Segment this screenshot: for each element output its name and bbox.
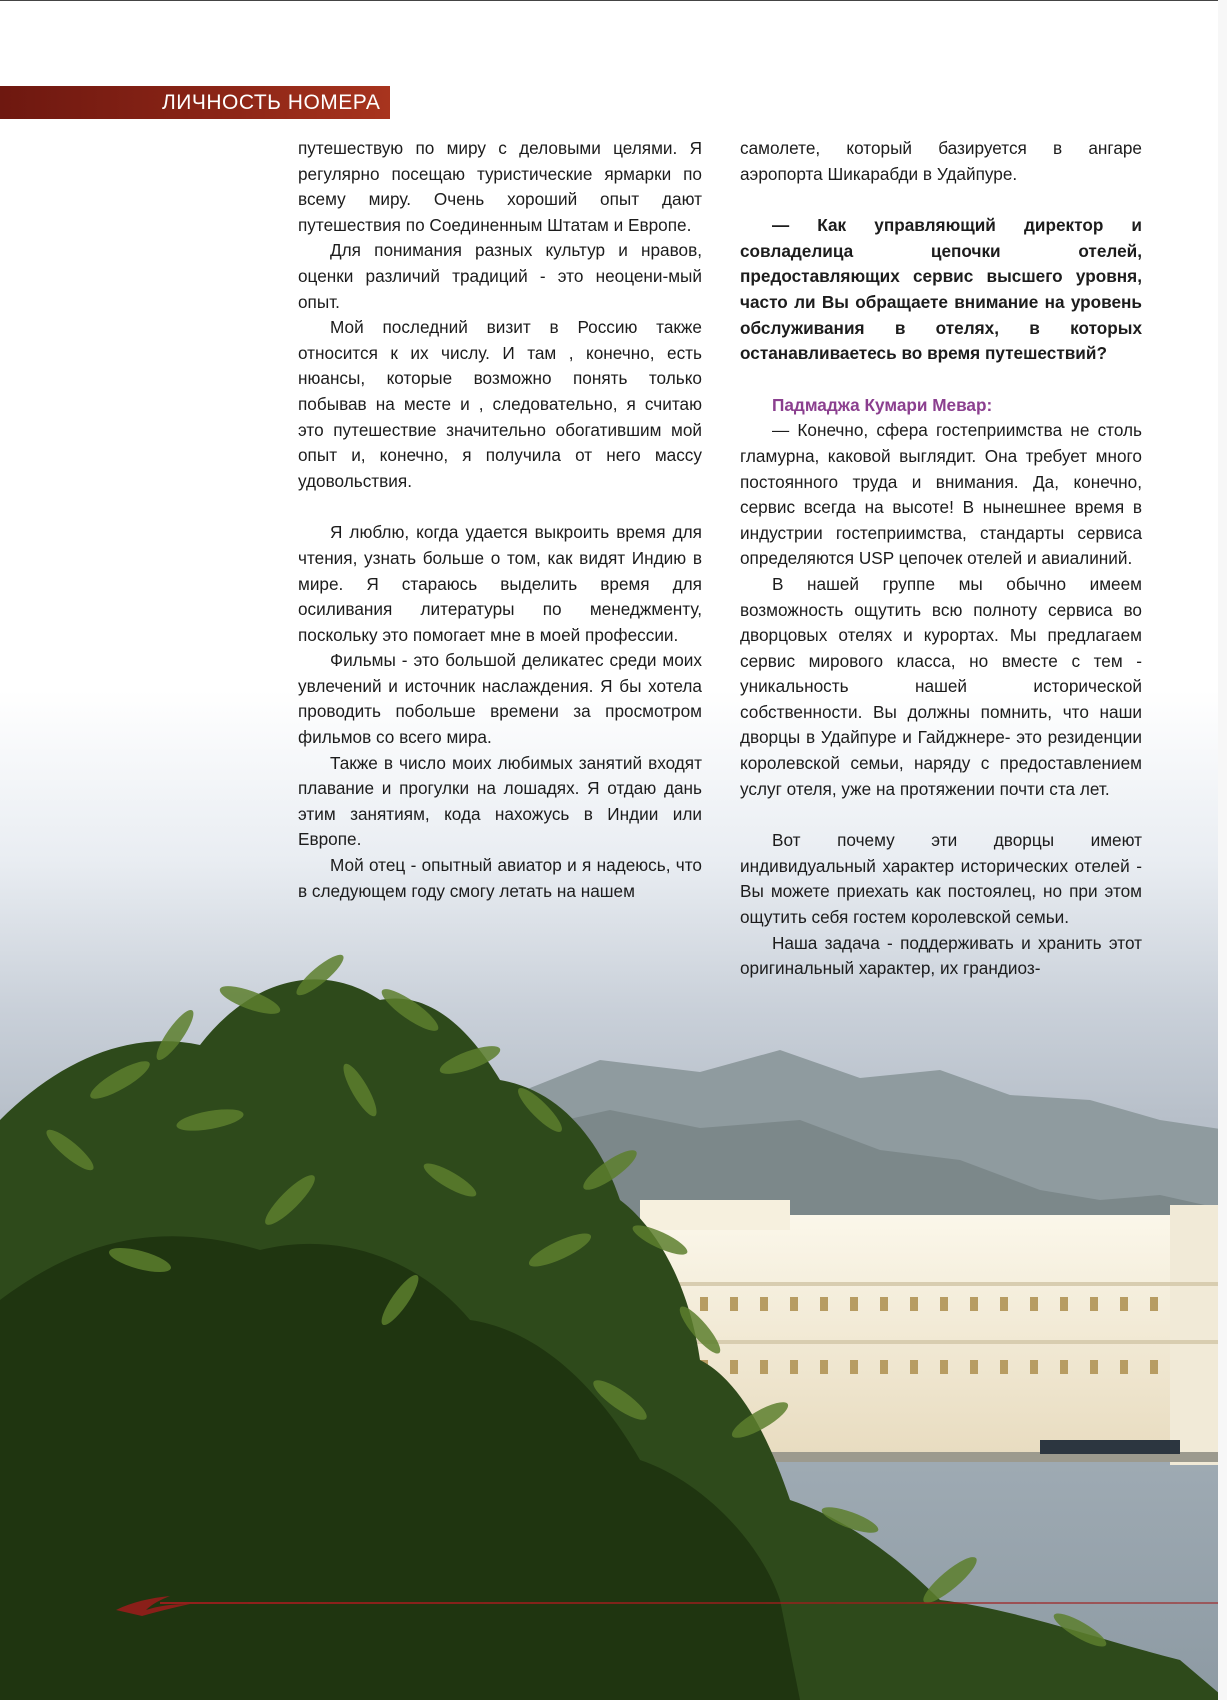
- spacer: [740, 367, 1142, 393]
- paragraph: самолете, который базируется в ангаре аэропорта Шикарабди в Удайпуре.: [740, 138, 1142, 184]
- spacer: [740, 802, 1142, 828]
- paragraph: — Конечно, сфера гостеприимства не столь гламурна, каковой выглядит. Она требует много постоянного труда и внимания. Да, конечно, сервис всегда на высоте! В нынешнее время в индустрии гостеприимства, стандарты сервиса определяются USP цепочек отелей и авиалиний.: [740, 420, 1142, 569]
- spacer: [298, 494, 702, 520]
- paragraph: Также в число моих любимых занятий входят плавание и прогулки на лошадях. Я отдаю дань этим занятиям, кода нахожусь в Индии или Европе.: [298, 752, 702, 850]
- spacer: [740, 187, 1142, 213]
- paragraph: Для понимания разных культур и нравов, оценки различий традиций - это неоцени-мый опыт.: [298, 240, 702, 312]
- paragraph: Фильмы - это большой деликатес среди моих увлечений и источник наслаждения. Я бы хотела проводить побольше времени за просмотром фильмов со всего мира.: [298, 650, 702, 748]
- airline-logo-icon: [112, 1588, 198, 1618]
- paragraph: Наша задача - поддерживать и хранить этот оригинальный характер, их грандиоз-: [740, 932, 1142, 979]
- paragraph: Я люблю, когда удается выкроить время для чтения, узнать больше о том, как видят Индию в мире. Я стараюсь выделить время для осиливания литературы по менеджменту, поскольку это помогает мне в моей профессии.: [298, 522, 702, 645]
- paragraph: путешествую по миру с деловыми целями. Я регулярно посещаю туристические ярмарки по всему миру. Очень хороший опыт дают путешествия по Соединенным Штатам и Европе.: [298, 138, 702, 235]
- top-rule: [0, 0, 1227, 1]
- paragraph: В нашей группе мы обычно имеем возможность ощутить всю полноту сервиса во дворцовых отелях и курортах. Мы предлагаем сервис мирового класса, но вместе с тем - уникальность нашей исторической собственности. Вы должны помнить, что наши дворцы в Удайпуре и Гайджнере- это резиденции королевской семьи, наряду с предоставлением услуг отеля, уже на протяжении почти ста лет.: [740, 573, 1142, 799]
- paragraph: Мой отец - опытный авиатор и я надеюсь, что в следующем году смогу летать на нашем: [298, 855, 702, 901]
- right-column: [740, 136, 1142, 982]
- paragraph: Вот почему эти дворцы имеют индивидуальный характер исторических отелей - Вы можете приехать как постоялец, но при этом ощутить себя гостем королевской семьи.: [740, 830, 1142, 928]
- left-column: [298, 136, 702, 904]
- boat-dock: [1040, 1440, 1180, 1454]
- page-edge: [1218, 0, 1227, 1700]
- section-title: ЛИЧНОСТЬ НОМЕРА: [162, 91, 381, 114]
- interview-question: — Как управляющий директор и совладелица цепочки отелей, предоставляющих сервис высшего уровня, часто ли Вы обращаете внимание на уровень обслуживания в отелях, в которых останавливаетесь во время путешествий?: [740, 215, 1142, 364]
- footer-rule: [160, 1602, 1218, 1604]
- speaker-name: Падмаджа Кумари Мевар:: [772, 394, 993, 415]
- paragraph: Мой последний визит в Россию также относится к их числу. И там , конечно, есть нюансы, которые возможно понять только побывав на месте и , следовательно, я считаю это путешествие значительно обогатившим мой опыт и, конечно, я получила от него массу удовольствия.: [298, 317, 702, 491]
